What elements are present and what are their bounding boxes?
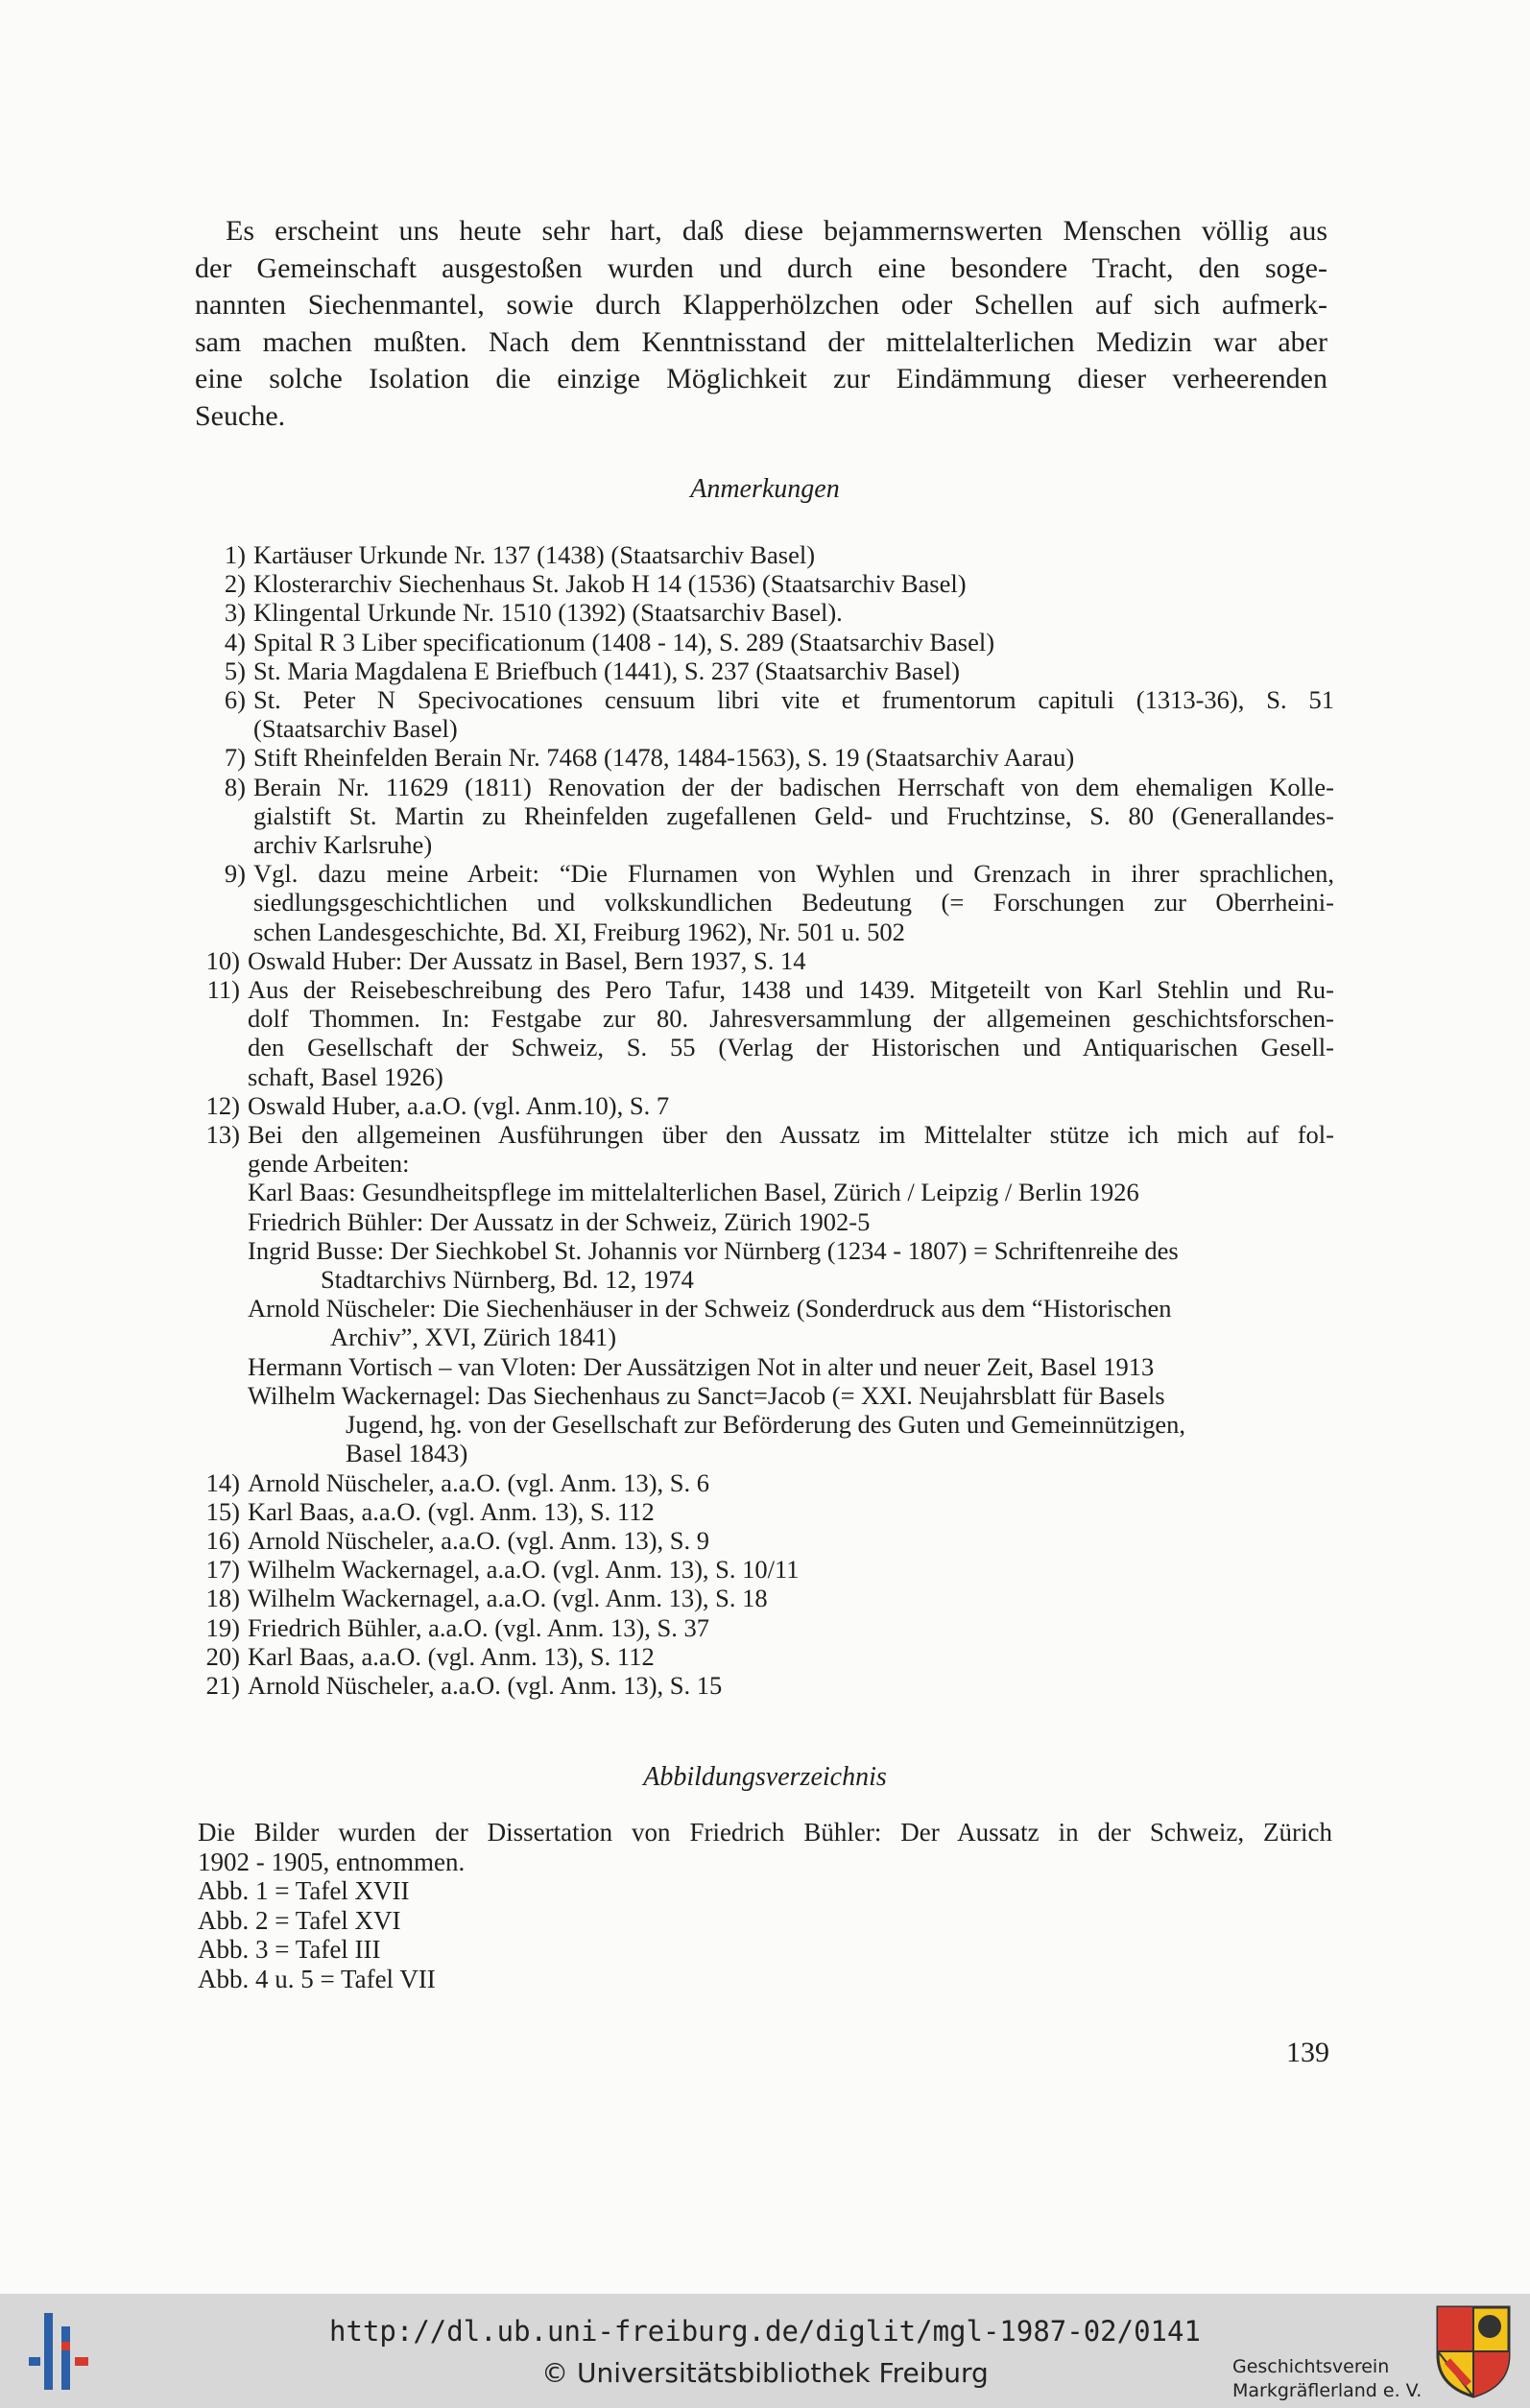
note-line: den Gesellschaft der Schweiz, S. 55 (Verlag der Historischen und Antiquarischen Gesell-	[248, 1033, 1334, 1062]
footer-url-link[interactable]: http://dl.ub.uni-freiburg.de/diglit/mgl-1987-02/0141	[329, 2315, 1201, 2348]
paragraph-line: Seuche.	[195, 399, 286, 432]
note-item	[192, 1584, 1334, 1612]
note-line: (Staatsarchiv Basel)	[253, 714, 458, 744]
note-number: 4)	[224, 627, 246, 656]
note-line: gialstift St. Martin zu Rheinfelden zugefallenen Geld- und Fruchtzinse, S. 80 (Generallandes-	[253, 800, 1334, 830]
note-line: schen Landesgeschichte, Bd. XI, Freiburg 1962), Nr. 501 u. 502	[253, 917, 905, 946]
paragraph-line: nannten Siechenmantel, sowie durch Klapperhölzchen oder Schellen auf sich aufmerk-	[195, 289, 1327, 322]
note-item	[192, 685, 1334, 743]
society-name-line: Geschichtsverein	[1232, 2356, 1390, 2377]
note-number: 20)	[205, 1641, 240, 1671]
work-line: Stadtarchivs Nürnberg, Bd. 12, 1974	[321, 1265, 694, 1295]
note-line: Vgl. dazu meine Arbeit: “Die Flurnamen von Wyhlen und Grenzach in ihrer sprachlichen,	[253, 859, 1334, 889]
note-item	[192, 1468, 1334, 1497]
note-line: Karl Baas, a.a.O. (vgl. Anm. 13), S. 112	[248, 1496, 655, 1526]
note-line: Kartäuser Urkunde Nr. 137 (1438) (Staatsarchiv Basel)	[253, 540, 816, 569]
notes-heading: Anmerkungen	[690, 474, 840, 504]
paragraph-line: sam machen mußten. Nach dem Kenntnisstand der mittelalterlichen Medizin war aber	[195, 325, 1327, 358]
society-name	[1232, 2355, 1422, 2403]
note-line: dolf Thommen. In: Festgabe zur 80. Jahresversammlung der allgemeinen geschichtsforschen-	[248, 1004, 1334, 1034]
note-item	[192, 540, 1334, 569]
figures-heading: Abbildungsverzeichnis	[643, 1762, 887, 1792]
note-number: 12)	[205, 1090, 240, 1120]
note-item	[192, 1671, 1334, 1700]
note-line: Spital R 3 Liber specificationum (1408 - 14), S. 289 (Staatsarchiv Basel)	[253, 627, 995, 656]
society-crest-icon	[1434, 2303, 1513, 2399]
note-item	[192, 743, 1334, 772]
note-line: Friedrich Bühler, a.a.O. (vgl. Anm. 13), S. 37	[248, 1612, 710, 1642]
work-line: Archiv”, XVI, Zürich 1841)	[330, 1323, 617, 1352]
note-item	[192, 1497, 1334, 1526]
work-line: Jugend, hg. von der Gesellschaft zur Beförderung des Guten und Gemeinnützigen,	[346, 1410, 1185, 1440]
note-item	[192, 1120, 1334, 1467]
note-item	[192, 859, 1334, 946]
note-number: 2)	[224, 569, 246, 599]
note-number: 13)	[205, 1120, 240, 1150]
note-line: Wilhelm Wackernagel, a.a.O. (vgl. Anm. 13), S. 18	[248, 1584, 768, 1613]
figures-line: Abb. 3 = Tafel III	[198, 1935, 381, 1964]
note-number: 3)	[224, 598, 246, 628]
note-item	[192, 1555, 1334, 1584]
note-line: Arnold Nüscheler, a.a.O. (vgl. Anm. 13), S. 9	[248, 1525, 710, 1555]
footer-bar	[0, 2294, 1530, 2408]
figures-line: 1902 - 1905, entnommen.	[198, 1847, 466, 1876]
note-number: 11)	[206, 975, 240, 1005]
work-entry	[248, 1381, 1334, 1468]
note-item	[192, 1091, 1334, 1120]
note-line: Bei den allgemeinen Ausführungen über den Aussatz im Mittelalter stütze ich mich auf fol-	[248, 1120, 1334, 1150]
note-number: 16)	[205, 1525, 240, 1555]
note-number: 7)	[224, 743, 246, 773]
work-entry	[248, 1236, 1334, 1294]
note-number: 10)	[205, 945, 240, 975]
note-item	[192, 628, 1334, 656]
note-line: Wilhelm Wackernagel, a.a.O. (vgl. Anm. 13), S. 10/11	[248, 1555, 800, 1585]
footer-copyright: © Universitätsbibliothek Freiburg	[541, 2357, 989, 2389]
note-line: Oswald Huber: Der Aussatz in Basel, Bern 1937, S. 14	[248, 945, 806, 975]
note-number: 5)	[224, 656, 246, 685]
note-number: 19)	[205, 1612, 240, 1642]
work-entry	[248, 1352, 1334, 1381]
note-item	[192, 1613, 1334, 1642]
note-line: Oswald Huber, a.a.O. (vgl. Anm.10), S. 7	[248, 1090, 670, 1120]
note-item	[192, 1642, 1334, 1671]
note-number: 21)	[205, 1670, 240, 1700]
figures-line: Abb. 4 u. 5 = Tafel VII	[198, 1964, 436, 1993]
body-paragraph	[195, 213, 1327, 436]
note-line: Karl Baas, a.a.O. (vgl. Anm. 13), S. 112	[248, 1641, 655, 1671]
paragraph-line: eine solche Isolation die einzige Möglichkeit zur Eindämmung dieser verheerenden	[195, 363, 1327, 395]
note-item	[192, 1526, 1334, 1555]
paragraph-line: der Gemeinschaft ausgestoßen wurden und durch eine besondere Tracht, den soge-	[195, 251, 1327, 284]
work-entry	[248, 1294, 1334, 1351]
note-line: schaft, Basel 1926)	[248, 1061, 443, 1091]
note-item	[192, 656, 1334, 685]
note-item	[192, 598, 1334, 627]
figures-line: Abb. 1 = Tafel XVII	[198, 1876, 410, 1905]
note-number: 9)	[224, 859, 246, 889]
work-line: Karl Baas: Gesundheitspflege im mittelalterlichen Basel, Zürich / Leipzig / Berlin 1926	[248, 1178, 1139, 1207]
work-entry	[248, 1178, 1334, 1206]
note-number: 15)	[205, 1496, 240, 1526]
work-line: Basel 1843)	[346, 1439, 468, 1468]
note-number: 14)	[205, 1467, 240, 1497]
work-entry	[248, 1207, 1334, 1236]
work-line: Arnold Nüscheler: Die Siechenhäuser in der Schweiz (Sonderdruck aus dem “Historischen	[248, 1294, 1172, 1323]
note-line: Aus der Reisebeschreibung des Pero Tafur, 1438 und 1439. Mitgeteilt von Karl Stehlin und Ru-	[248, 975, 1334, 1005]
note-line: St. Peter N Specivocationes censuum libri vite et frumentorum capituli (1313-36), S. 51	[253, 685, 1334, 715]
note-line: Klosterarchiv Siechenhaus St. Jakob H 14 (1536) (Staatsarchiv Basel)	[253, 569, 967, 599]
note-number: 6)	[224, 685, 246, 715]
note-line: Stift Rheinfelden Berain Nr. 7468 (1478, 1484-1563), S. 19 (Staatsarchiv Aarau)	[253, 743, 1075, 773]
note-line: Klingental Urkunde Nr. 1510 (1392) (Staatsarchiv Basel).	[253, 598, 843, 628]
note-number: 8)	[224, 772, 246, 801]
society-name-line: Markgräflerland e. V.	[1232, 2380, 1422, 2401]
page-number: 139	[1286, 2037, 1329, 2068]
note-number: 18)	[205, 1584, 240, 1613]
note-line: Arnold Nüscheler, a.a.O. (vgl. Anm. 13), S. 6	[248, 1467, 710, 1497]
work-line: Wilhelm Wackernagel: Das Siechenhaus zu Sanct=Jacob (= XXI. Neujahrsblatt für Basels	[248, 1380, 1165, 1410]
note-line: gende Arbeiten:	[248, 1149, 410, 1179]
note-item	[192, 773, 1334, 860]
note-item	[192, 975, 1334, 1091]
figures-line: Die Bilder wurden der Dissertation von Friedrich Bühler: Der Aussatz in der Schweiz, Zürich	[198, 1818, 1332, 1847]
figures-list	[198, 1818, 1332, 1993]
note-number: 1)	[224, 540, 246, 569]
note-number: 17)	[205, 1555, 240, 1585]
note-item	[192, 946, 1334, 975]
figures-line: Abb. 2 = Tafel XVI	[198, 1905, 401, 1935]
work-line: Ingrid Busse: Der Siechkobel St. Johannis vor Nürnberg (1234 - 1807) = Schriftenreihe des	[248, 1235, 1179, 1265]
note-line: Arnold Nüscheler, a.a.O. (vgl. Anm. 13), S. 15	[248, 1670, 723, 1700]
note-line: siedlungsgeschichtlichen und volkskundlichen Bedeutung (= Forschungen zur Oberrheini-	[253, 888, 1334, 918]
paragraph-line: Es erscheint uns heute sehr hart, daß diese bejammernswerten Menschen völlig aus	[226, 215, 1327, 247]
note-line: St. Maria Magdalena E Briefbuch (1441), S. 237 (Staatsarchiv Basel)	[253, 656, 960, 685]
notes-list	[192, 540, 1334, 1700]
note-line: Berain Nr. 11629 (1811) Renovation der der badischen Herrschaft von dem ehemaligen Kolle-	[253, 772, 1334, 801]
note-item	[192, 569, 1334, 598]
work-line: Hermann Vortisch – van Vloten: Der Aussätzigen Not in alter und neuer Zeit, Basel 1913	[248, 1351, 1155, 1381]
work-line: Friedrich Bühler: Der Aussatz in der Schweiz, Zürich 1902-5	[248, 1206, 871, 1236]
note-line: archiv Karlsruhe)	[253, 830, 433, 860]
